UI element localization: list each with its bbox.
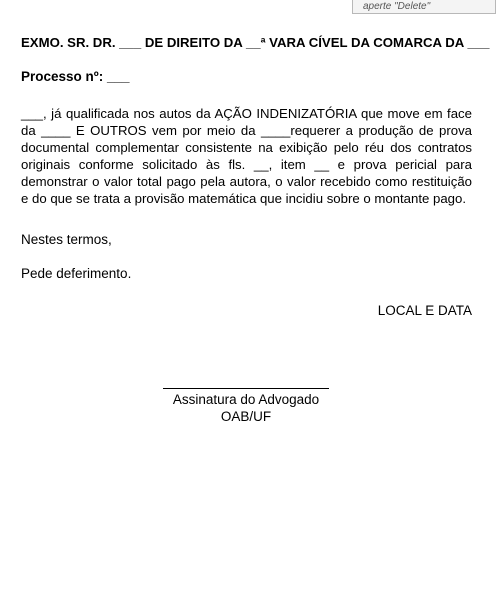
delete-hint: aperte "Delete" [352,0,496,14]
signature-name: Assinatura do Advogado [172,392,320,407]
signature-registry: OAB/UF [220,409,272,424]
closing-request: Pede deferimento. [21,266,132,281]
local-and-date: LOCAL E DATA [377,303,472,318]
closing-terms: Nestes termos, [21,232,112,247]
process-number: Processo nº: ___ [21,69,130,84]
document-heading: EXMO. SR. DR. ___ DE DIREITO DA __ª VARA CÍVEL DA COMARCA DA ___ [21,35,490,50]
petition-body: ___, já qualificada nos autos da AÇÃO INDENIZATÓRIA que move em face da ____ E OUTROS vem por meio da ____requerer a produção de prova documental complementar consistente na exibição pelo réu dos contratos originais conforme solicitado às fls. __, item __ e prova pericial para demonstrar o valor total pago pela autora, o valor recebido como restituição e do que se trata a provisão matemática que incidiu sobre o montante pago. [21,106,472,206]
signature-line [163,388,329,389]
signature-block [146,391,346,425]
